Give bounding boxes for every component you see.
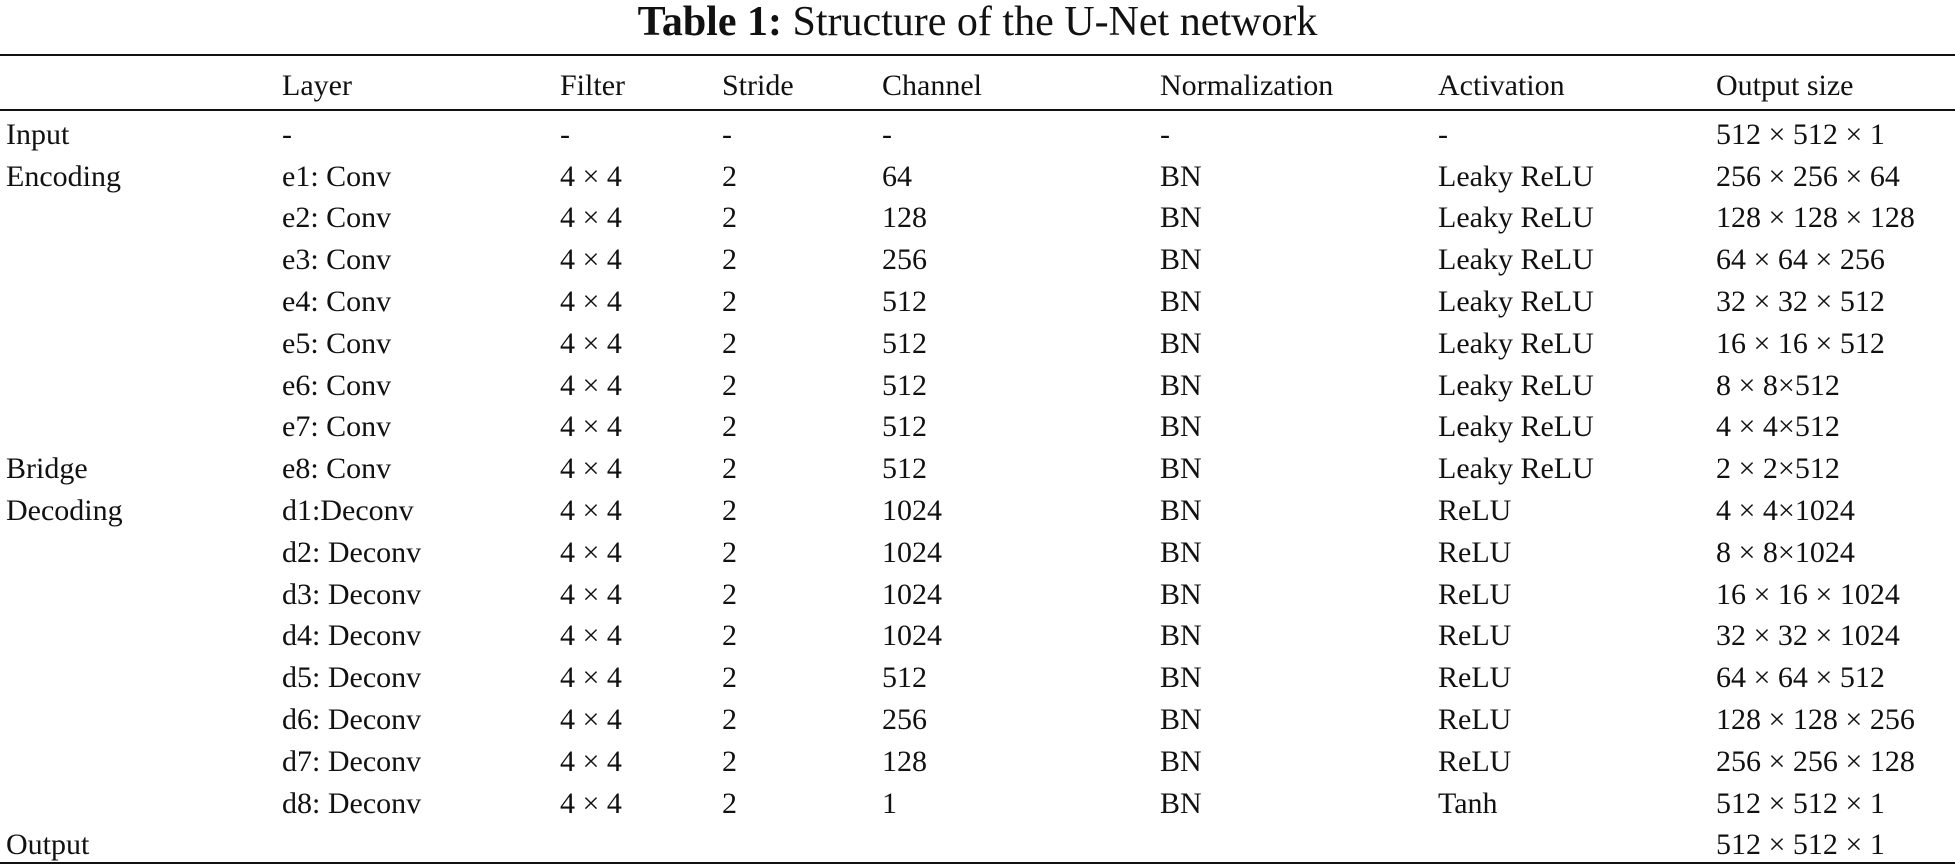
section-cell: Bridge: [6, 452, 88, 486]
activation-cell: Leaky ReLU: [1438, 243, 1594, 277]
stride-cell: 2: [722, 661, 737, 695]
table-row: [0, 490, 1955, 532]
stride-cell: 2: [722, 159, 737, 193]
filter-cell: 4 × 4: [560, 285, 622, 319]
channel-cell: 256: [882, 703, 927, 737]
table-row: [0, 156, 1955, 198]
layer-cell: [282, 825, 560, 866]
stride-cell: -: [722, 117, 732, 151]
table-row: [0, 532, 1955, 574]
section-cell: [0, 198, 282, 240]
section-cell: [0, 239, 282, 281]
table-row: [0, 783, 1955, 825]
layer-cell: e7: Conv: [282, 410, 392, 444]
activation-cell: ReLU: [1438, 744, 1512, 778]
section-cell: [0, 281, 282, 323]
column-header-stride: Stride: [722, 69, 794, 102]
normalization-cell: BN: [1160, 744, 1202, 778]
output-size-cell: 4 × 4×512: [1716, 410, 1840, 444]
table-row: [0, 741, 1955, 783]
table-body: [0, 114, 1955, 866]
table-row: [0, 323, 1955, 365]
stride-cell: 2: [722, 201, 737, 235]
section-cell: [0, 574, 282, 616]
table-header-row: [0, 58, 1955, 114]
output-size-cell: 8 × 8×512: [1716, 368, 1840, 402]
column-header-section: [0, 58, 282, 114]
output-size-cell: 16 × 16 × 512: [1716, 326, 1885, 360]
channel-cell: 1024: [882, 535, 942, 569]
layer-cell: d1:Deconv: [282, 494, 414, 528]
filter-cell: 4 × 4: [560, 243, 622, 277]
activation-cell: ReLU: [1438, 577, 1512, 611]
channel-cell: 512: [882, 368, 927, 402]
activation-cell: Leaky ReLU: [1438, 410, 1594, 444]
filter-cell: 4 × 4: [560, 786, 622, 820]
channel-cell: 512: [882, 661, 927, 695]
caption-title: Structure of the U-Net network: [792, 0, 1318, 45]
channel-cell: [882, 825, 1160, 866]
filter-cell: 4 × 4: [560, 703, 622, 737]
layer-cell: d6: Deconv: [282, 703, 422, 737]
stride-cell: 2: [722, 744, 737, 778]
activation-cell: Leaky ReLU: [1438, 285, 1594, 319]
output-size-cell: 8 × 8×1024: [1716, 535, 1855, 569]
filter-cell: 4 × 4: [560, 494, 622, 528]
output-size-cell: 128 × 128 × 128: [1716, 201, 1915, 235]
filter-cell: 4 × 4: [560, 201, 622, 235]
table-row: [0, 198, 1955, 240]
normalization-cell: BN: [1160, 661, 1202, 695]
output-size-cell: 32 × 32 × 512: [1716, 285, 1885, 319]
stride-cell: 2: [722, 619, 737, 653]
activation-cell: ReLU: [1438, 494, 1512, 528]
activation-cell: [1438, 825, 1716, 866]
output-size-cell: 512 × 512 × 1: [1716, 828, 1885, 862]
stride-cell: 2: [722, 285, 737, 319]
activation-cell: Leaky ReLU: [1438, 452, 1594, 486]
layer-cell: e6: Conv: [282, 368, 392, 402]
stride-cell: 2: [722, 535, 737, 569]
output-size-cell: 128 × 128 × 256: [1716, 703, 1915, 737]
output-size-cell: 512 × 512 × 1: [1716, 117, 1885, 151]
normalization-cell: BN: [1160, 159, 1202, 193]
stride-cell: 2: [722, 243, 737, 277]
stride-cell: 2: [722, 326, 737, 360]
stride-cell: 2: [722, 703, 737, 737]
activation-cell: Tanh: [1438, 786, 1498, 820]
section-cell: [0, 407, 282, 449]
caption-label: Table 1:: [637, 0, 782, 45]
normalization-cell: BN: [1160, 786, 1202, 820]
channel-cell: 512: [882, 326, 927, 360]
output-size-cell: 32 × 32 × 1024: [1716, 619, 1900, 653]
section-cell: [0, 323, 282, 365]
output-size-cell: 16 × 16 × 1024: [1716, 577, 1900, 611]
output-size-cell: 256 × 256 × 128: [1716, 744, 1915, 778]
normalization-cell: BN: [1160, 703, 1202, 737]
column-header-activation: Activation: [1438, 69, 1565, 102]
activation-cell: Leaky ReLU: [1438, 326, 1594, 360]
layer-cell: d5: Deconv: [282, 661, 422, 695]
activation-cell: ReLU: [1438, 661, 1512, 695]
layer-cell: d3: Deconv: [282, 577, 422, 611]
filter-cell: 4 × 4: [560, 535, 622, 569]
stride-cell: [722, 825, 882, 866]
layer-cell: e4: Conv: [282, 285, 392, 319]
layer-cell: e2: Conv: [282, 201, 392, 235]
section-cell: Encoding: [6, 159, 121, 193]
layer-cell: e8: Conv: [282, 452, 392, 486]
normalization-cell: BN: [1160, 619, 1202, 653]
channel-cell: 256: [882, 243, 927, 277]
filter-cell: 4 × 4: [560, 410, 622, 444]
filter-cell: [560, 825, 722, 866]
activation-cell: -: [1438, 117, 1448, 151]
column-header-channel: Channel: [882, 69, 982, 102]
filter-cell: 4 × 4: [560, 159, 622, 193]
normalization-cell: BN: [1160, 494, 1202, 528]
column-header-normalization: Normalization: [1160, 69, 1334, 102]
channel-cell: 128: [882, 201, 927, 235]
channel-cell: 512: [882, 410, 927, 444]
output-size-cell: 256 × 256 × 64: [1716, 159, 1900, 193]
filter-cell: 4 × 4: [560, 326, 622, 360]
section-cell: Output: [6, 828, 90, 862]
activation-cell: ReLU: [1438, 619, 1512, 653]
channel-cell: 64: [882, 159, 912, 193]
stride-cell: 2: [722, 452, 737, 486]
activation-cell: Leaky ReLU: [1438, 159, 1594, 193]
normalization-cell: BN: [1160, 368, 1202, 402]
channel-cell: 1024: [882, 619, 942, 653]
filter-cell: 4 × 4: [560, 452, 622, 486]
filter-cell: 4 × 4: [560, 744, 622, 778]
column-header-layer: Layer: [282, 69, 352, 102]
output-size-cell: 64 × 64 × 512: [1716, 661, 1885, 695]
column-header-output-size: Output size: [1716, 69, 1854, 102]
normalization-cell: -: [1160, 117, 1170, 151]
stride-cell: 2: [722, 786, 737, 820]
output-size-cell: 64 × 64 × 256: [1716, 243, 1885, 277]
layer-cell: e5: Conv: [282, 326, 392, 360]
normalization-cell: BN: [1160, 410, 1202, 444]
channel-cell: 512: [882, 285, 927, 319]
column-header-filter: Filter: [560, 69, 625, 102]
stride-cell: 2: [722, 577, 737, 611]
layer-cell: d7: Deconv: [282, 744, 422, 778]
output-size-cell: 512 × 512 × 1: [1716, 786, 1885, 820]
normalization-cell: BN: [1160, 243, 1202, 277]
table-row: [0, 114, 1955, 156]
layer-cell: d2: Deconv: [282, 535, 422, 569]
normalization-cell: BN: [1160, 326, 1202, 360]
filter-cell: 4 × 4: [560, 619, 622, 653]
table-row: [0, 448, 1955, 490]
table-row: [0, 657, 1955, 699]
table-row: [0, 365, 1955, 407]
output-size-cell: 2 × 2×512: [1716, 452, 1840, 486]
section-cell: [0, 532, 282, 574]
normalization-cell: BN: [1160, 201, 1202, 235]
channel-cell: -: [882, 117, 892, 151]
table-row: [0, 281, 1955, 323]
table-row: [0, 239, 1955, 281]
activation-cell: ReLU: [1438, 703, 1512, 737]
output-size-cell: 4 × 4×1024: [1716, 494, 1855, 528]
section-cell: [0, 741, 282, 783]
normalization-cell: BN: [1160, 285, 1202, 319]
layer-cell: d4: Deconv: [282, 619, 422, 653]
channel-cell: 1024: [882, 577, 942, 611]
layer-cell: -: [282, 117, 292, 151]
filter-cell: 4 × 4: [560, 577, 622, 611]
table-row: [0, 407, 1955, 449]
activation-cell: ReLU: [1438, 535, 1512, 569]
table-row: [0, 574, 1955, 616]
channel-cell: 512: [882, 452, 927, 486]
stride-cell: 2: [722, 410, 737, 444]
activation-cell: Leaky ReLU: [1438, 201, 1594, 235]
channel-cell: 1: [882, 786, 897, 820]
section-cell: [0, 699, 282, 741]
stride-cell: 2: [722, 368, 737, 402]
section-cell: [0, 616, 282, 658]
filter-cell: 4 × 4: [560, 661, 622, 695]
channel-cell: 1024: [882, 494, 942, 528]
filter-cell: 4 × 4: [560, 368, 622, 402]
normalization-cell: BN: [1160, 452, 1202, 486]
normalization-cell: [1160, 825, 1438, 866]
table-row: [0, 825, 1955, 866]
filter-cell: -: [560, 117, 570, 151]
section-cell: [0, 657, 282, 699]
table-row: [0, 699, 1955, 741]
section-cell: [0, 783, 282, 825]
section-cell: Decoding: [6, 494, 123, 528]
layer-cell: e1: Conv: [282, 159, 392, 193]
normalization-cell: BN: [1160, 577, 1202, 611]
table-row: [0, 616, 1955, 658]
section-cell: Input: [6, 117, 70, 151]
section-cell: [0, 365, 282, 407]
layer-cell: e3: Conv: [282, 243, 392, 277]
stride-cell: 2: [722, 494, 737, 528]
normalization-cell: BN: [1160, 535, 1202, 569]
channel-cell: 128: [882, 744, 927, 778]
activation-cell: Leaky ReLU: [1438, 368, 1594, 402]
layer-cell: d8: Deconv: [282, 786, 422, 820]
